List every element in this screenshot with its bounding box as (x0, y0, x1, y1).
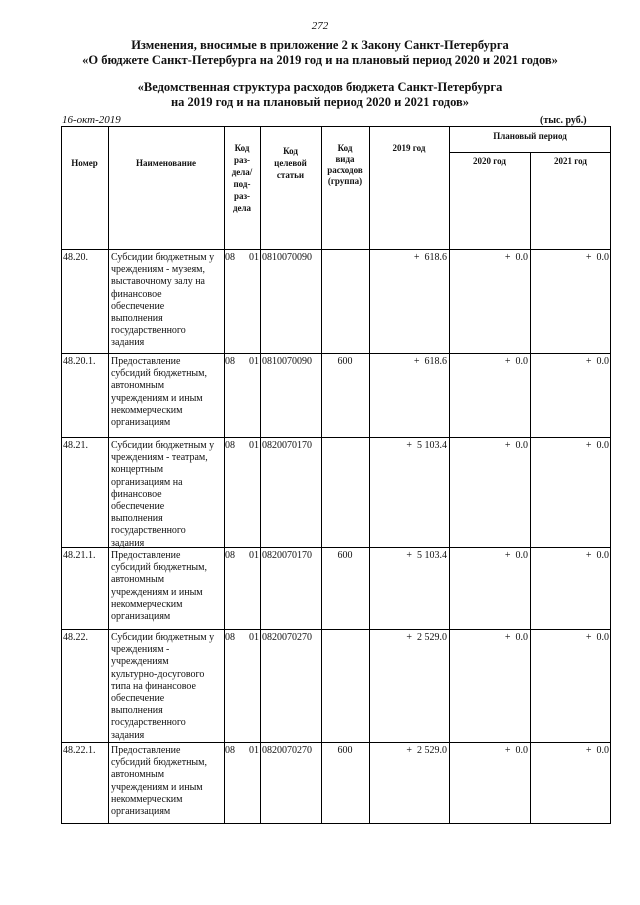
row-name-line: чреждениям - театрам, (111, 452, 208, 464)
row-name-line: обеспечение (111, 501, 165, 512)
row-value-2021: + 0.0 (585, 745, 609, 756)
row-name-line: субсидий бюджетным, (111, 368, 207, 380)
row-name-line: Субсидии бюджетным у (111, 252, 215, 263)
row-name-line: выполнения (111, 513, 163, 525)
row-number: 48.20. (63, 252, 88, 263)
header-2019: 2019 год (392, 143, 426, 153)
row-section: 08 (225, 252, 235, 263)
row-value-2021: + 0.0 (585, 252, 609, 263)
row-number: 48.21.1. (63, 550, 96, 561)
header-2020: 2020 год (473, 156, 506, 166)
row-value-2020: + 0.0 (504, 252, 528, 263)
row-value-2020: + 0.0 (504, 356, 528, 367)
row-number: 48.22. (63, 632, 88, 643)
row-name-line: государственного (111, 717, 186, 729)
row-name-line: чреждениям - музеям, (111, 264, 206, 276)
row-name-line: субсидий бюджетным, (111, 562, 207, 574)
row-name-line: субсидий бюджетным, (111, 757, 207, 769)
row-name-line: автономным (111, 380, 165, 392)
budget-table (61, 126, 611, 823)
table-rule (61, 823, 611, 824)
row-expense-code: 600 (337, 550, 353, 561)
document-date: 16-окт-2019 (62, 114, 121, 126)
row-value-2019: + 2 529.0 (406, 745, 447, 756)
row-name-line: обеспечение (111, 693, 165, 704)
row-number: 48.22.1. (63, 745, 96, 756)
table-rule (61, 629, 611, 630)
row-value-2020: + 0.0 (504, 440, 528, 451)
header-2021: 2021 год (554, 156, 587, 166)
row-section: 08 (225, 550, 235, 561)
row-target-code: 0820070270 (262, 745, 312, 756)
table-rule (61, 353, 611, 354)
row-name-line: Субсидии бюджетным у (111, 440, 215, 451)
row-target-code: 0820070170 (262, 440, 312, 451)
row-name-line: задания (111, 537, 145, 549)
row-name-line: организациям (111, 417, 171, 428)
row-value-2019: + 5 103.4 (406, 440, 447, 451)
page-number: 272 (311, 20, 329, 32)
row-name-line: некоммерческим (111, 598, 183, 610)
row-number: 48.20.1. (63, 356, 96, 367)
table-rule (61, 126, 611, 127)
header-section-code: раз- (233, 191, 251, 201)
row-name-line: концертным (111, 464, 164, 476)
document-title-line-1: Изменения, вносимые в приложение 2 к Закону Санкт-Петербурга (131, 38, 509, 52)
row-target-code: 0820070270 (262, 632, 312, 643)
row-name-line: Предоставление (111, 745, 181, 756)
row-value-2020: + 0.0 (504, 632, 528, 643)
header-section-code: дела (232, 203, 252, 213)
table-rule (449, 126, 450, 823)
row-name-line: некоммерческим (111, 793, 183, 805)
row-subsection: 01 (249, 440, 259, 451)
table-rule (108, 126, 109, 823)
header-target-code: Код (283, 146, 298, 156)
row-subsection: 01 (249, 356, 259, 367)
header-name: Наименование (136, 158, 196, 168)
document-title-line-4: на 2019 год и на плановый период 2020 и 2021 годов» (170, 95, 470, 109)
header-expense-code: Код (337, 143, 353, 153)
row-name-line: организациям (111, 806, 171, 817)
table-rule (260, 126, 261, 823)
row-name-line: организациям (111, 611, 171, 622)
row-target-code: 0810070090 (262, 252, 312, 263)
row-target-code: 0820070170 (262, 550, 312, 561)
table-rule (61, 126, 62, 823)
header-expense-code: вида (335, 154, 355, 164)
header-target-code: статьи (276, 170, 305, 180)
header-section-code: дела/ (231, 167, 253, 177)
row-subsection: 01 (249, 745, 259, 756)
row-name-line: Предоставление (111, 356, 181, 367)
row-section: 08 (225, 632, 235, 643)
document-title-line-3: «Ведомственная структура расходов бюджета Санкт-Петербурга (137, 80, 503, 94)
header-number: Номер (71, 158, 98, 168)
row-subsection: 01 (249, 550, 259, 561)
row-name-line: Субсидии бюджетным у (111, 632, 215, 643)
row-name-line: государственного (111, 325, 186, 337)
table-rule (610, 126, 611, 823)
row-name-line: обеспечение (111, 300, 165, 312)
row-name-line: учреждениям и иным (111, 781, 203, 793)
header-expense-code: (группа) (327, 176, 363, 186)
row-name-line: выставочному залу на (111, 276, 205, 288)
row-name-line: выполнения (111, 313, 163, 324)
units-label: (тыс. руб.) (540, 115, 587, 126)
row-value-2021: + 0.0 (585, 550, 609, 561)
row-value-2019: + 5 103.4 (406, 550, 447, 561)
row-name-line: учреждениям и иным (111, 392, 203, 404)
header-section-code: под- (233, 179, 251, 189)
row-name-line: финансовое (111, 488, 162, 500)
row-name-line: учреждениям (111, 656, 169, 668)
row-section: 08 (225, 745, 235, 756)
row-value-2019: + 618.6 (413, 252, 447, 263)
row-expense-code: 600 (337, 356, 353, 367)
row-name-line: выполнения (111, 705, 163, 717)
row-value-2021: + 0.0 (585, 356, 609, 367)
row-number: 48.21. (63, 440, 88, 451)
table-rule (61, 437, 611, 438)
row-name-line: автономным (111, 769, 165, 781)
row-name-line: типа на финансовое (111, 680, 196, 692)
row-subsection: 01 (249, 252, 259, 263)
row-value-2019: + 618.6 (413, 356, 447, 367)
header-section-code: Код (234, 143, 250, 153)
header-target-code: целевой (274, 158, 307, 168)
row-section: 08 (225, 440, 235, 451)
row-value-2020: + 0.0 (504, 745, 528, 756)
row-name-line: некоммерческим (111, 404, 183, 416)
table-rule (321, 126, 322, 823)
row-name-line: автономным (111, 574, 165, 586)
row-name-line: задания (111, 337, 145, 349)
header-planned-period: Плановый период (493, 131, 567, 141)
row-name-line: Предоставление (111, 550, 181, 561)
header-section-code: раз- (233, 155, 251, 165)
row-name-line: учреждениям и иным (111, 586, 203, 598)
header-expense-code: расходов (327, 165, 363, 175)
table-rule (369, 126, 370, 823)
document-title-line-2: «О бюджете Санкт-Петербурга на 2019 год и на плановый период 2020 и 2021 годов» (82, 53, 558, 67)
row-subsection: 01 (249, 632, 259, 643)
row-name-line: государственного (111, 525, 186, 537)
row-expense-code: 600 (337, 745, 353, 756)
row-name-line: организациям на (111, 476, 183, 488)
row-target-code: 0810070090 (262, 356, 312, 367)
row-name-line: финансовое (111, 288, 162, 300)
table-rule (61, 249, 611, 250)
row-section: 08 (225, 356, 235, 367)
row-name-line: задания (111, 729, 145, 741)
row-value-2021: + 0.0 (585, 440, 609, 451)
table-rule (61, 742, 611, 743)
row-name-line: чреждениям - (111, 644, 170, 656)
row-value-2020: + 0.0 (504, 550, 528, 561)
row-value-2021: + 0.0 (585, 632, 609, 643)
row-value-2019: + 2 529.0 (406, 632, 447, 643)
row-name-line: культурно-досугового (111, 668, 205, 680)
